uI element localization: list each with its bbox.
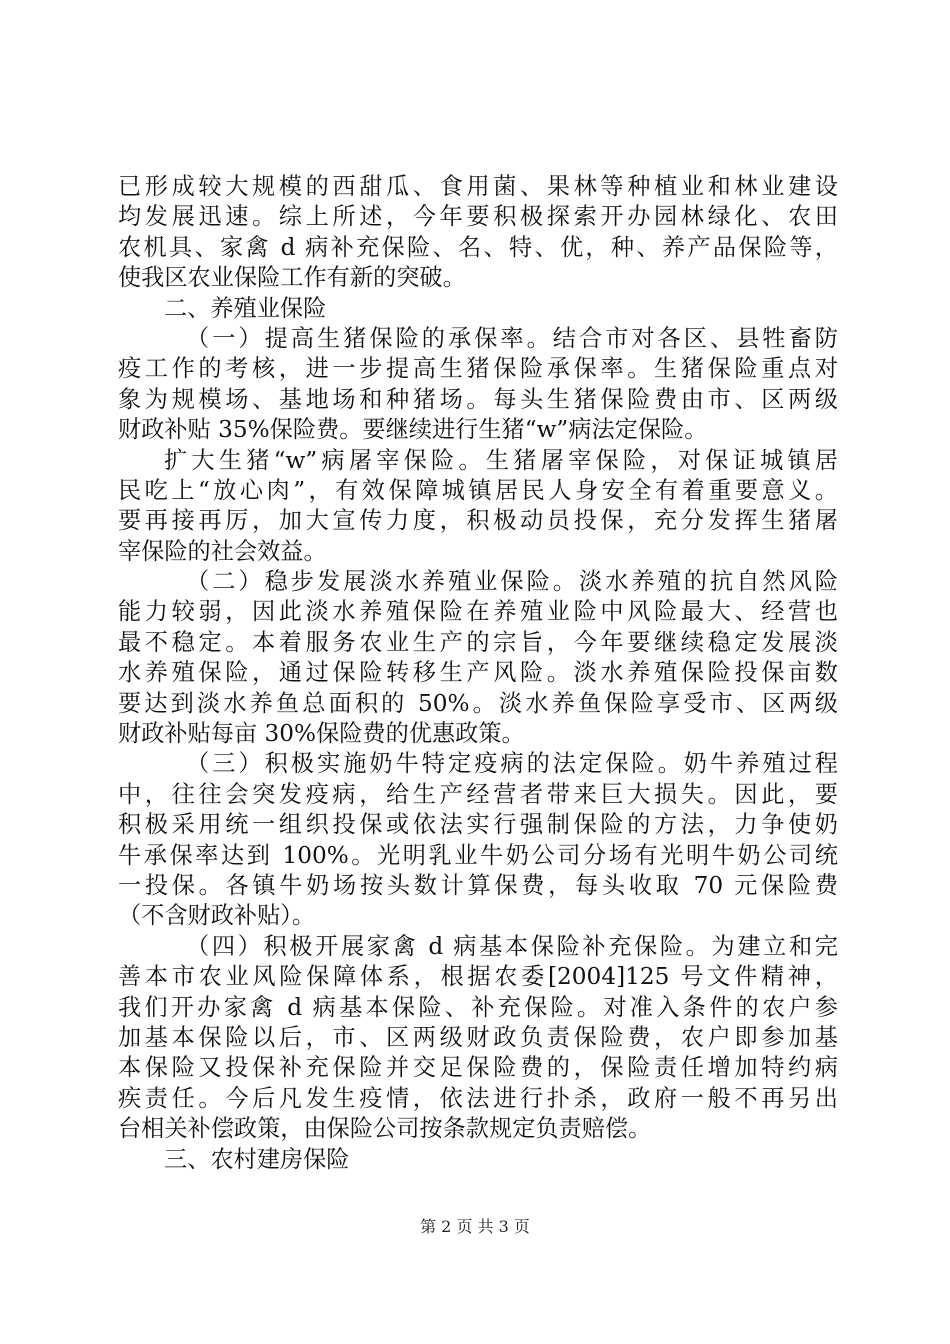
text-line: 本保险又投保补充保险并交足保险费的，保险责任增加特约病 xyxy=(118,1054,838,1082)
text-line: 农机具、家禽 d 病补充保险、名、特、优，种、养产品保险等， xyxy=(118,233,838,261)
text-line: 均发展迅速。综上所述，今年要积极探索开办园林绿化、农田 xyxy=(118,203,838,231)
text-line: 积极采用统一组织投保或依法实行强制保险的方法，力争使奶 xyxy=(118,811,838,839)
text-line: （不含财政补贴）。 xyxy=(118,902,316,930)
section-heading: 三、农村建房保险 xyxy=(164,1145,350,1173)
text-line: 扩大生猪“w”病屠宰保险。生猪屠宰保险，对保证城镇居 xyxy=(164,446,838,474)
text-line: 能力较弱，因此淡水养殖保险在养殖业险中风险最大、经营也 xyxy=(118,598,838,626)
text-line: 财政补贴每亩 30%保险费的优惠政策。 xyxy=(118,720,525,748)
text-line: 善本市农业风险保障体系，根据农委[2004]125 号文件精神， xyxy=(118,963,838,991)
text-line: 象为规模场、基地场和种猪场。每头生猪保险费由市、区两级 xyxy=(118,385,838,413)
section-heading: 二、养殖业保险 xyxy=(164,294,327,322)
text-line: （一）提高生猪保险的承保率。结合市对各区、县牲畜防 xyxy=(186,324,838,352)
page-number: 第 2 页 共 3 页 xyxy=(420,1217,530,1236)
body-text xyxy=(118,172,838,1175)
text-line: （三）积极实施奶牛特定疫病的法定保险。奶牛养殖过程 xyxy=(186,750,838,778)
text-line: 台相关补偿政策，由保险公司按条款规定负责赔偿。 xyxy=(118,1115,652,1143)
text-line: 财政补贴 35%保险费。要继续进行生猪“w”病法定保险。 xyxy=(118,416,708,444)
text-line: 要再接再厉，加大宣传力度，积极动员投保，充分发挥生猪屠 xyxy=(118,507,838,535)
text-line: 牛承保率达到 100%。光明乳业牛奶公司分场有光明牛奶公司统 xyxy=(118,841,838,869)
text-line: 已形成较大规模的西甜瓜、食用菌、果林等种植业和林业建设 xyxy=(118,173,838,200)
text-line: 最不稳定。本着服务农业生产的宗旨，今年要继续稳定发展淡 xyxy=(118,628,838,656)
text-line: 水养殖保险，通过保险转移生产风险。淡水养殖保险投保亩数 xyxy=(118,659,838,687)
text-line: 我们开办家禽 d 病基本保险、补充保险。对准入条件的农户参 xyxy=(118,993,838,1021)
text-line: 疫工作的考核，进一步提高生猪保险承保率。生猪保险重点对 xyxy=(118,355,838,383)
text-line: 民吃上“放心肉”，有效保障城镇居民人身安全有着重要意义。 xyxy=(118,476,838,504)
text-line: 中，往往会突发疫病，给生产经营者带来巨大损失。因此，要 xyxy=(118,780,838,808)
text-line: 要达到淡水养鱼总面积的 50%。淡水养鱼保险享受市、区两级 xyxy=(118,689,838,717)
text-line: 一投保。各镇牛奶场按头数计算保费，每头收取 70 元保险费 xyxy=(118,871,838,899)
text-line: 使我区农业保险工作有新的突破。 xyxy=(118,264,466,292)
text-line: 宰保险的社会效益。 xyxy=(118,537,327,565)
text-line: （四）积极开展家禽 d 病基本保险补充保险。为建立和完 xyxy=(186,932,838,960)
text-line: 疾责任。今后凡发生疫情，依法进行扑杀，政府一般不再另出 xyxy=(118,1084,838,1112)
text-line: 加基本保险以后，市、区两级财政负责保险费，农户即参加基 xyxy=(118,1023,838,1051)
text-line: （二）稳步发展淡水养殖业保险。淡水养殖的抗自然风险 xyxy=(186,568,838,596)
